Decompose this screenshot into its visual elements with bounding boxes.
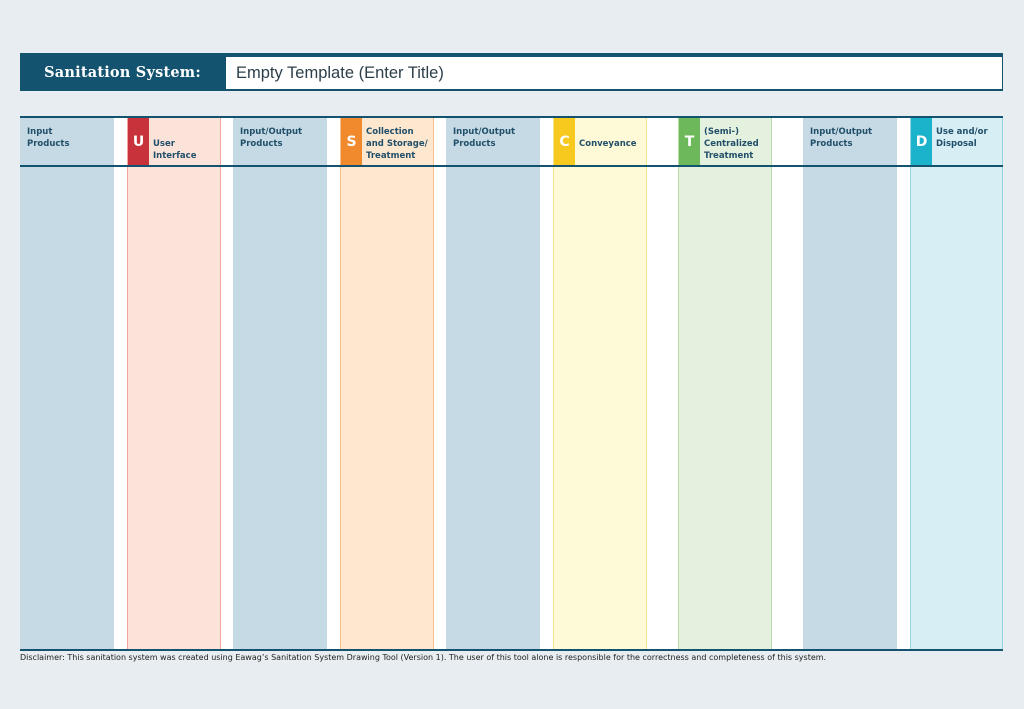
column-label-line: Input/Output [453,127,516,137]
disclaimer-text: Disclaimer: This sanitation system was created using Eawag’s Sanitation System Drawing Tool (Version 1). The user of this tool alone is responsible for the correctness and completeness of this system. [20,653,827,662]
column-header [341,118,433,165]
letter-badge-c: C [554,118,575,165]
column-header [803,118,897,165]
column-input-output-products[interactable] [233,118,327,649]
column-label-line: Input [27,127,53,137]
column-label-line: Collection [366,127,414,137]
column-input-products[interactable] [20,118,114,649]
column-header [128,118,220,165]
column-header [554,118,646,165]
column-use-disposal[interactable] [910,118,1003,649]
column-header [911,118,1002,165]
column-user-interface[interactable] [127,118,221,649]
letter-badge-s: S [341,118,362,165]
column-label-line: and Storage/ [366,139,428,149]
column-label-line: Treatment [366,151,416,161]
column-label-line: Use and/or [936,127,988,137]
column-label-line: (Semi-) [704,127,739,137]
column-label-line: Input/Output [240,127,303,137]
letter-badge-d: D [911,118,932,165]
letter-badge-u: U [128,118,149,165]
column-input-output-products[interactable] [803,118,897,649]
column-header [446,118,540,165]
header-divider [20,165,1003,167]
column-label-line: User Interface [153,139,197,161]
column-header [679,118,771,165]
column-conveyance[interactable] [553,118,647,649]
column-label-line: Products [453,139,496,149]
column-label-line: Input/Output [810,127,873,137]
column-label-line: Treatment [704,151,754,161]
letter-badge-t: T [679,118,700,165]
system-title-input[interactable] [226,57,1002,89]
column-collection-storage[interactable] [340,118,434,649]
column-label-line: Products [810,139,853,149]
column-header [233,118,327,165]
column-label-line: Disposal [936,139,977,149]
sanitation-system-label: Sanitation System: [44,63,201,81]
title-bar [20,53,1003,91]
column-label-line: Products [27,139,70,149]
column-input-output-products[interactable] [446,118,540,649]
column-label-line: Centralized [704,139,759,149]
board-bottom-divider [20,649,1003,651]
column-header [20,118,114,165]
column-centralized-treatment[interactable] [678,118,772,649]
column-label-line: Products [240,139,283,149]
column-label-line: Conveyance [579,139,637,149]
